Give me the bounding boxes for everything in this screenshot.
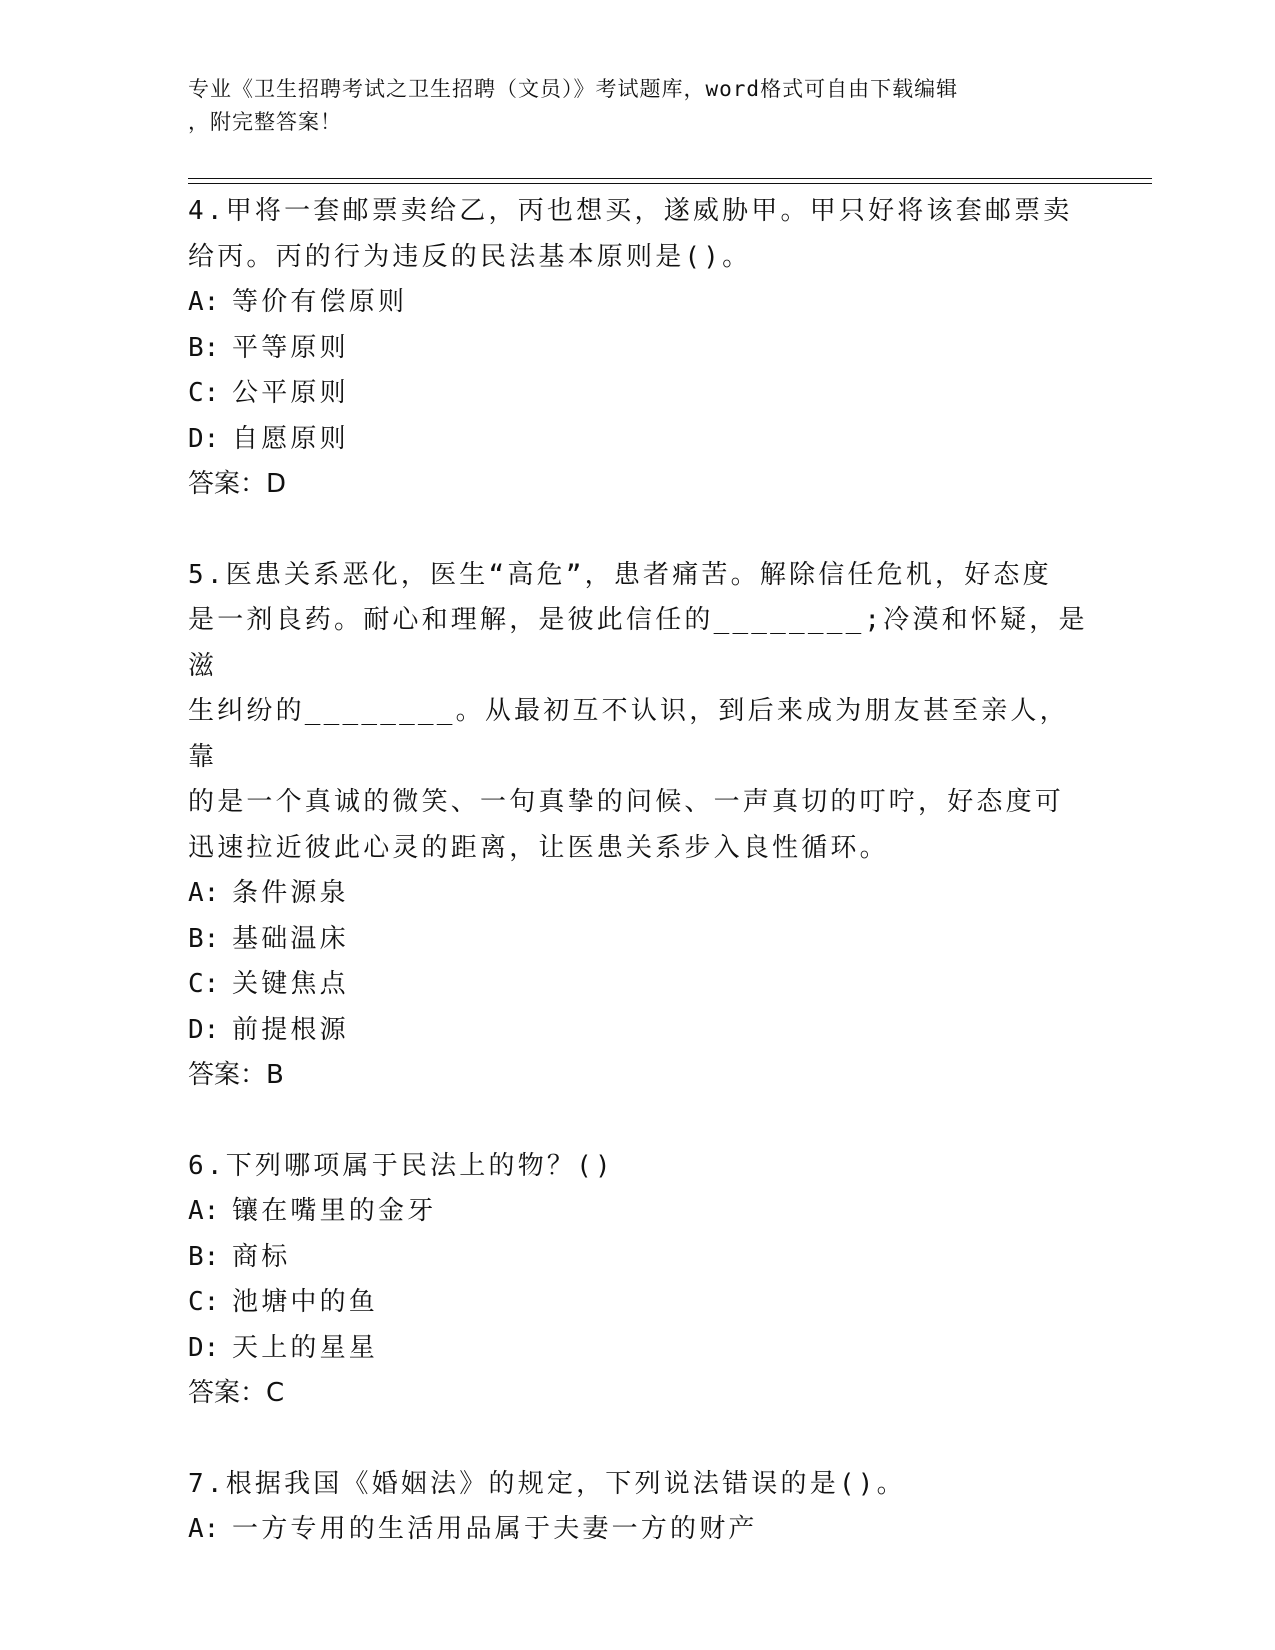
option-key: D: [188, 423, 220, 454]
option-c [188, 962, 1088, 1008]
answer-line: 答案：D [188, 469, 287, 499]
option-a [188, 1189, 1088, 1235]
question-5 [188, 553, 1088, 1099]
question-stem [188, 1462, 1088, 1508]
question-4 [188, 189, 1088, 508]
option-text: 等价有偿原则 [232, 287, 408, 317]
option-text: 天上的星星 [232, 1332, 379, 1363]
stem-line: 给丙。丙的行为违反的民法基本原则是()。 [188, 241, 752, 272]
option-key: C: [188, 378, 220, 408]
option-b [188, 917, 1088, 963]
option-c [188, 1280, 1088, 1326]
stem-line: 的是一个真诚的微笑、一句真挚的问候、一声真切的叮咛，好态度可 [188, 787, 1065, 817]
stem-line: 4.甲将一套邮票卖给乙，丙也想买，遂威胁甲。甲只好将该套邮票卖 [188, 196, 1073, 226]
question-stem [188, 553, 1088, 872]
option-a [188, 871, 1088, 917]
question-list [188, 189, 1088, 1598]
option-c [188, 371, 1088, 417]
option-key: B: [188, 1241, 220, 1272]
option-key: A: [188, 1514, 220, 1544]
option-text: 前提根源 [232, 1014, 349, 1045]
option-text: 池塘中的鱼 [232, 1287, 379, 1317]
option-text: 关键焦点 [232, 969, 349, 999]
option-text: 平等原则 [232, 332, 349, 363]
answer-line: 答案：C [188, 1378, 285, 1408]
stem-line: 6.下列哪项属于民法上的物？() [188, 1150, 614, 1181]
stem-line: 7.根据我国《婚姻法》的规定，下列说法错误的是()。 [188, 1468, 906, 1499]
header-line-2: ，附完整答案！ [188, 110, 342, 134]
option-d [188, 1008, 1088, 1054]
option-key: B: [188, 332, 220, 363]
option-text: 一方专用的生活用品属于夫妻一方的财产 [232, 1514, 758, 1544]
option-a [188, 280, 1088, 326]
question-stem [188, 1144, 1088, 1190]
option-key: A: [188, 878, 220, 908]
option-key: D: [188, 1014, 220, 1045]
option-text: 商标 [232, 1241, 291, 1272]
option-key: A: [188, 1196, 220, 1226]
option-text: 公平原则 [232, 378, 349, 408]
option-key: C: [188, 969, 220, 999]
option-key: D: [188, 1332, 220, 1363]
stem-line: 迅速拉近彼此心灵的距离，让医患关系步入良性循环。 [188, 832, 889, 863]
option-text: 条件源泉 [232, 878, 349, 908]
option-text: 自愿原则 [232, 423, 349, 454]
question-stem [188, 189, 1088, 280]
option-a [188, 1507, 1088, 1553]
option-b [188, 326, 1088, 372]
header-divider-top [188, 178, 1152, 179]
option-key: B: [188, 923, 220, 954]
question-6 [188, 1144, 1088, 1417]
stem-line: 是一剂良药。耐心和理解，是彼此信任的________;冷漠和怀疑，是滋 [188, 605, 1088, 681]
question-7 [188, 1462, 1088, 1553]
stem-line: 5.医患关系恶化，医生“高危”，患者痛苦。解除信任危机，好态度 [188, 559, 1052, 590]
option-key: A: [188, 287, 220, 317]
option-b [188, 1235, 1088, 1281]
option-text: 镶在嘴里的金牙 [232, 1196, 437, 1226]
header-divider-bottom [188, 183, 1152, 184]
stem-line: 生纠纷的________。从最初互不认识，到后来成为朋友甚至亲人，靠 [188, 696, 1069, 772]
option-d [188, 1326, 1088, 1372]
header-line-1: 专业《卫生招聘考试之卫生招聘（文员）》考试题库，word格式可自由下载编辑 [188, 77, 959, 101]
option-key: C: [188, 1287, 220, 1317]
answer-line: 答案：B [188, 1060, 284, 1090]
option-text: 基础温床 [232, 923, 349, 954]
option-d [188, 417, 1088, 463]
document-header [188, 73, 1078, 139]
